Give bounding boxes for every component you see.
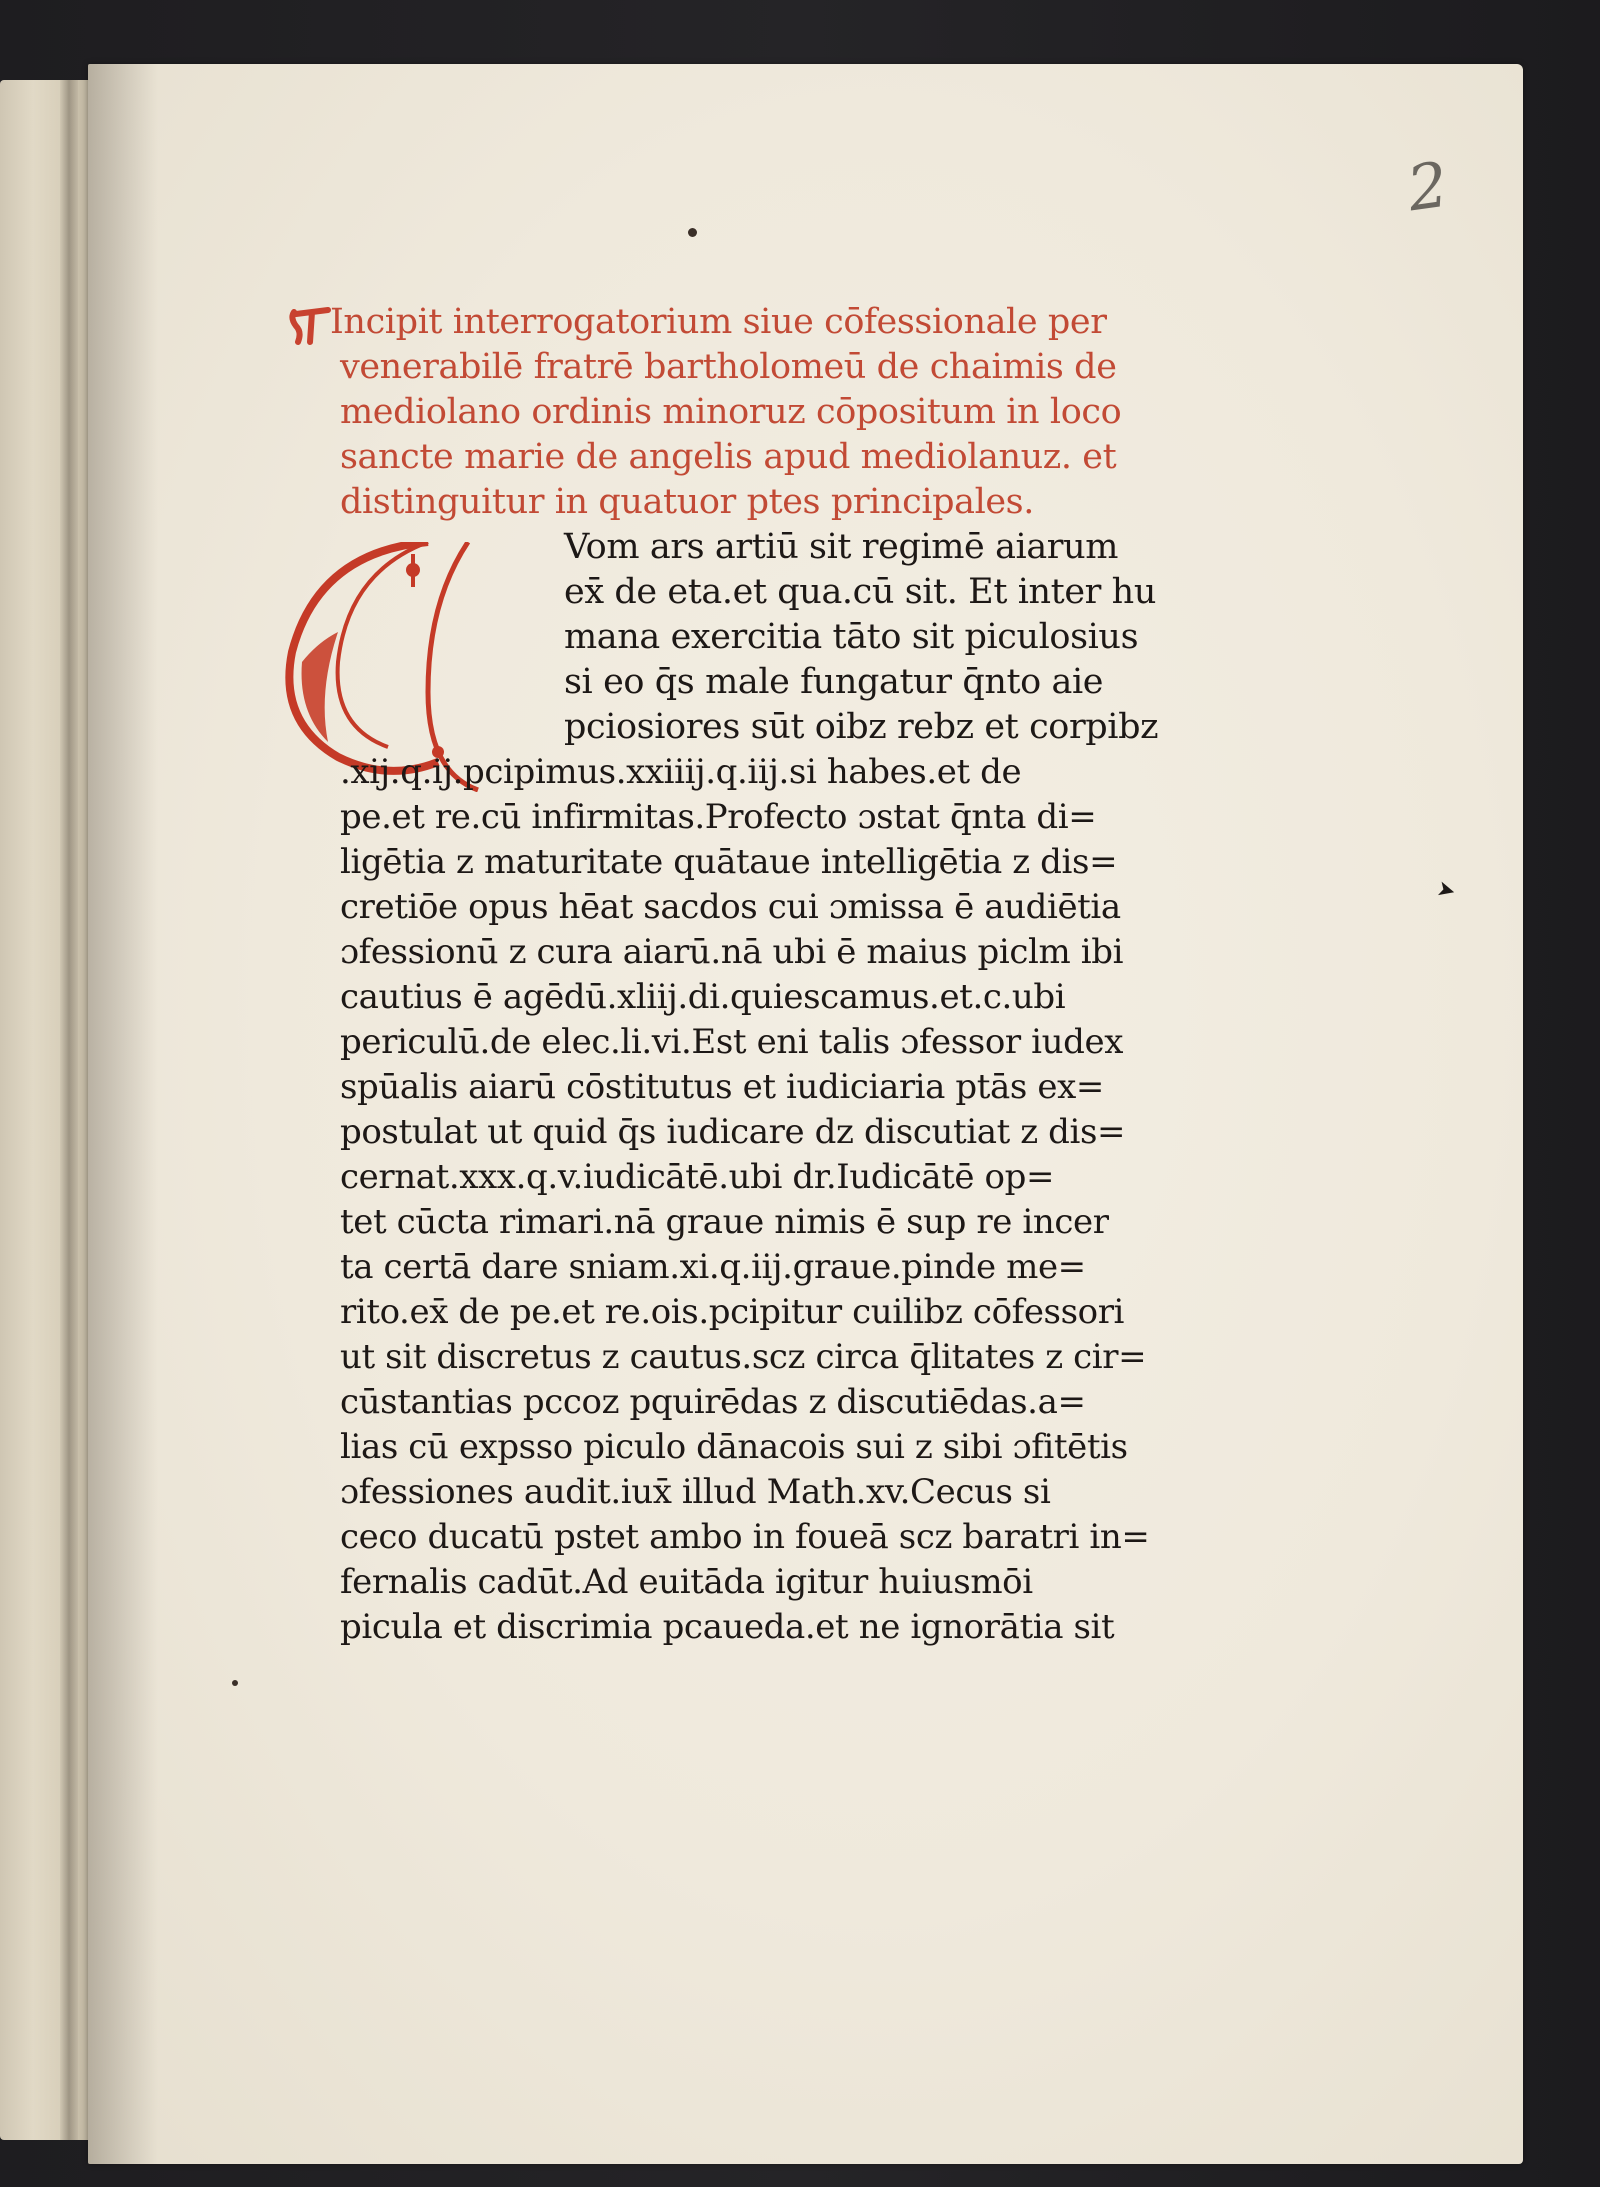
text-line: spūalis aiarū cōstitutus et iudiciaria ptās ex= xyxy=(340,1067,1104,1107)
text-line: ceco ducatū pstet ambo in foueā scz baratri in= xyxy=(340,1517,1150,1557)
text-line: cūstantias pccoz pquirēdas z discutiēdas.a= xyxy=(340,1382,1086,1422)
facing-page-edge xyxy=(0,80,95,2140)
incipit-line: distinguitur in quatuor ptes principales. xyxy=(340,482,1034,522)
text-line: tet cūcta rimari.nā graue nimis ē sup re incer xyxy=(340,1202,1109,1242)
text-line: ex̄ de eta.et qua.cū sit. Et inter hu xyxy=(564,572,1156,612)
text-line: fernalis cadūt.Ad euitāda igitur huiusmōi xyxy=(340,1562,1033,1602)
text-line: cautius ē agēdū.xliij.di.quiescamus.et.c.ubi xyxy=(340,977,1066,1017)
ink-dot xyxy=(688,228,697,237)
incipit-line: Incipit interrogatorium siue cōfessionale per xyxy=(330,302,1107,342)
text-line: periculū.de elec.li.vi.Est eni talis ɔfessor iudex xyxy=(340,1022,1124,1062)
text-block xyxy=(280,300,1185,1650)
text-line: mana exercitia tāto sit piculosius xyxy=(564,617,1139,657)
incipit-line: mediolano ordinis minoruz cōpositum in loco xyxy=(340,392,1122,432)
incipit-line: sancte marie de angelis apud mediolanuz. et xyxy=(340,437,1117,477)
gutter-shadow xyxy=(88,64,158,2164)
text-line: postulat ut quid q̄s iudicare dz discutiat z dis= xyxy=(340,1112,1126,1152)
folio-number: 2 xyxy=(1403,147,1453,226)
text-line: .xij.q.ij.pcipimus.xxiiij.q.iij.si habes.et de xyxy=(340,752,1022,792)
text-line: ta certā dare sniam.xi.q.iij.graue.pinde me= xyxy=(340,1247,1086,1287)
text-line: pe.et re.cū infirmitas.Profecto ɔstat q̄nta di= xyxy=(340,797,1097,837)
text-line: lias cū expsso piculo dānacois sui z sibi ɔfitētis xyxy=(340,1427,1128,1467)
text-line: ut sit discretus z cautus.scz circa q̄litates z cir= xyxy=(340,1337,1147,1377)
incipit-line: venerabilē fratrē bartholomeū de chaimis de xyxy=(340,347,1117,387)
text-line: picula et discrimia pcaueda.et ne ignorātia sit xyxy=(340,1607,1115,1647)
text-line: rito.ex̄ de pe.et re.ois.pcipitur cuilibz cōfessori xyxy=(340,1292,1125,1332)
text-line: cretiōe opus hēat sacdos cui ɔmissa ē audiētia xyxy=(340,887,1121,927)
text-line: Vom ars artiū sit regimē aiarum xyxy=(564,527,1119,567)
text-line: pciosiores sūt oibz rebz et corpibz xyxy=(564,707,1159,747)
text-line: ɔfessiones audit.iux̄ illud Math.xv.Cecus si xyxy=(340,1472,1051,1512)
text-line: ɔfessionū z cura aiarū.nā ubi ē maius piclm ibi xyxy=(340,932,1124,972)
text-line: ligētia z maturitate quātaue intelligētia z dis= xyxy=(340,842,1118,882)
text-line: cernat.xxx.q.v.iudicātē.ubi dr.Iudicātē op= xyxy=(340,1157,1055,1197)
text-line: si eo q̄s male fungatur q̄nto aie xyxy=(564,662,1104,702)
margin-mark: ➤ xyxy=(1434,876,1459,905)
ink-dot xyxy=(232,1680,238,1686)
